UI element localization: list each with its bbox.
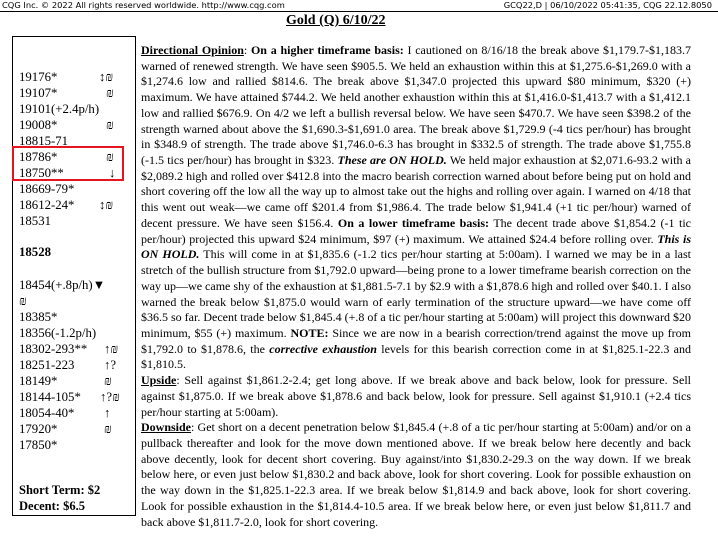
upside-heading: Upside: [141, 373, 177, 388]
note-label: NOTE:: [290, 325, 329, 340]
copyright-text: CQG Inc. © 2022 All rights reserved worldwide. http://www.cqg.com: [2, 0, 285, 10]
higher-timeframe-label: On a higher timeframe basis:: [250, 43, 404, 57]
short-term-label: Short Term: $2: [19, 483, 101, 497]
direction-icon: ↑₪: [104, 342, 119, 356]
directional-heading: Directional Opinion: [141, 43, 244, 57]
level-row: 18144-105* ↑?₪: [19, 390, 120, 404]
downside-paragraph: Downside: Get short on a decent penetration below $1,845.4 (+.8 of a tic per/hour starting at 5:00am) and/or on a pullback thereafter and look for the move down mentioned above. If we break below here decently and back above decently, look for decent short covering. Buy against/into $1,830.2-29.3 on the way down. If we break below here, or even just below $1,830.2 and back above, look for short covering. Look for possible exhaustion on the way down in the $1,825.1-22.3 area. If we break below $1,814.9 and back above, look for short covering. Look for possible exhaustion in the $1,814.4-10.5 area. If we break below here, or even just below $1,811.7 and back above $1,811.7-2.0, look for short covering.: [141, 420, 691, 529]
level-row: 18356(-1.2p/h): [19, 326, 97, 340]
on-hold-note: These are ON HOLD.: [337, 153, 447, 168]
commentary-body: [141, 43, 691, 530]
direction-icon: ₪: [106, 118, 114, 132]
level-row: 19008* ₪: [19, 118, 114, 132]
directional-opinion-paragraph: Directional Opinion: On a higher timeframe basis: I cautioned on 8/16/18 the break above $1,179.7-$1,183.7 warned of renewed strength. We have seen $905.5. We held an exhaustion within this at $1,275.6-$1,269.0 with a $1,274.6 low and rallied $814.6. The break above $1,347.0 projected this upward $80 minimum, $320 (+) maximum. We have attained $744.2. We held another exhaustion within this at $1,416.0-$1,413.7 with a $1,412.1 low and rallied $676.9. On 4/2 we left a bullish reversal below. We have seen $470.7. We have seen $398.2 of the strength warned about above the $1,690.3-$1,691.0 area. The break above $1,729.9 (-4 tics per/hour) has brought in $348.9 of strength. The trade above $1,746.0-6.3 has brought in $332.5 of strength. The trade above $1,755.8 (-1.5 tics per/hour) has brought in $323. These are ON HOLD. We held major exhaustion at $2,071.6-93.2 with a $2,089.2 high and rolled over $412.8 into the macro bearish correction warned about before being put on hold and short covering off the low all the way up to almost take out the highs and rolling over again. I warned on 4/18 that this went out weak—we came off $201.4 from $1,986.4. The trade below $1,941.4 (+1 tic per/hour) warned of decent pressure. We have seen $156.4. On a lower timeframe basis: The decent trade above $1,854.2 (-1 tic per/hour) projected this upward $24 minimum, $97 (+) maximum. We attained $24.4 before rolling over. This is ON HOLD. This will come in at $1,835.6 (-1.2 tics per/hour starting at 5:00am). I warned we may be in a last stretch of the bullish structure from $1,792.0 upward—being prone to a lower timeframe bearish correction on the way up—we came shy of the exhaustion at $1,881.5-7.1 by $2.9 with a $1,878.6 high and rolled over $40.1. I also warned the break below $1,875.0 would warn of early termination of the structure upward—we have come off $36.5 so far. Decent trade below $1,845.4 (+.8 of a tic per/hour starting at 5:00am) will project this downward $20 minimum, $55 (+) maximum. NOTE: Since we are now in a bearish correction/trend against the move up from $1,792.0 to $1,878.6, the corrective exhaustion levels for this bearish correction come in at $1,825.1-22.3 and $1,810.5.: [141, 43, 692, 372]
level-row: 18251-223 ↑?: [19, 358, 117, 372]
direction-icon: ₪: [104, 374, 112, 388]
direction-icon: ₪: [104, 422, 112, 436]
level-row: 18385*: [19, 310, 58, 324]
corrective-exhaustion-term: corrective exhaustion: [269, 341, 377, 356]
direction-icon: ↕₪: [99, 198, 114, 212]
upside-paragraph: Upside: Sell against $1,861.2-2.4; get long above. If we break above and back below, look for pressure. Sell against $1,875.0. If we break above $1,878.6 and back below, look for pressure. Sell against $1,910.1 (+2.4 tics per/hour starting at 5:00am).: [141, 373, 691, 419]
level-row: 19101(+2.4p/h): [19, 102, 100, 116]
decent-label: Decent: $6.5: [19, 499, 85, 513]
level-row: 17920* ₪: [19, 422, 112, 436]
level-row: 18669-79*: [19, 182, 75, 196]
level-row: 19176* ↕₪: [19, 70, 114, 84]
direction-icon: ₪: [106, 150, 114, 164]
on-hold-note: This is ON HOLD.: [141, 231, 691, 262]
level-row: [19, 293, 27, 309]
direction-icon: ↕₪: [99, 70, 114, 84]
downside-heading: Downside: [141, 420, 192, 435]
up-arrow-icon: ↑: [104, 406, 111, 420]
page-title: Gold (Q) 6/10/22: [286, 13, 386, 28]
cqg-header-bar: [0, 0, 718, 12]
level-row: 18786* ₪: [19, 150, 114, 164]
level-row: 18149* ₪: [19, 374, 112, 388]
bullish-marker-icon: ₪: [19, 294, 27, 308]
level-row: 18054-40* ↑: [19, 406, 111, 420]
price-levels-panel: [12, 36, 136, 516]
level-row: 18302-293** ↑₪: [19, 342, 119, 356]
level-row: 18531: [19, 214, 51, 228]
level-row: 19107* ₪: [19, 86, 114, 100]
down-arrow-icon: ↓: [109, 166, 116, 180]
lower-timeframe-label: On a lower timeframe basis:: [337, 215, 490, 230]
level-row: 18815-71: [19, 134, 69, 148]
chart-info-text: GCQ22,D | 06/10/2022 05:41:35, CQG 22.12.8050: [503, 0, 712, 10]
level-row: 18750** ↓: [19, 166, 116, 180]
direction-icon: ↑?: [104, 358, 117, 372]
highlight-box: [12, 146, 124, 181]
level-row-key: 18528: [19, 245, 51, 259]
direction-icon: ₪: [106, 86, 114, 100]
level-row: 17850*: [19, 438, 58, 452]
level-row: 18454(+.8p/h)▼: [19, 278, 106, 292]
direction-icon: ↑?₪: [100, 390, 120, 404]
level-row: 18612-24* ↕₪: [19, 198, 114, 212]
